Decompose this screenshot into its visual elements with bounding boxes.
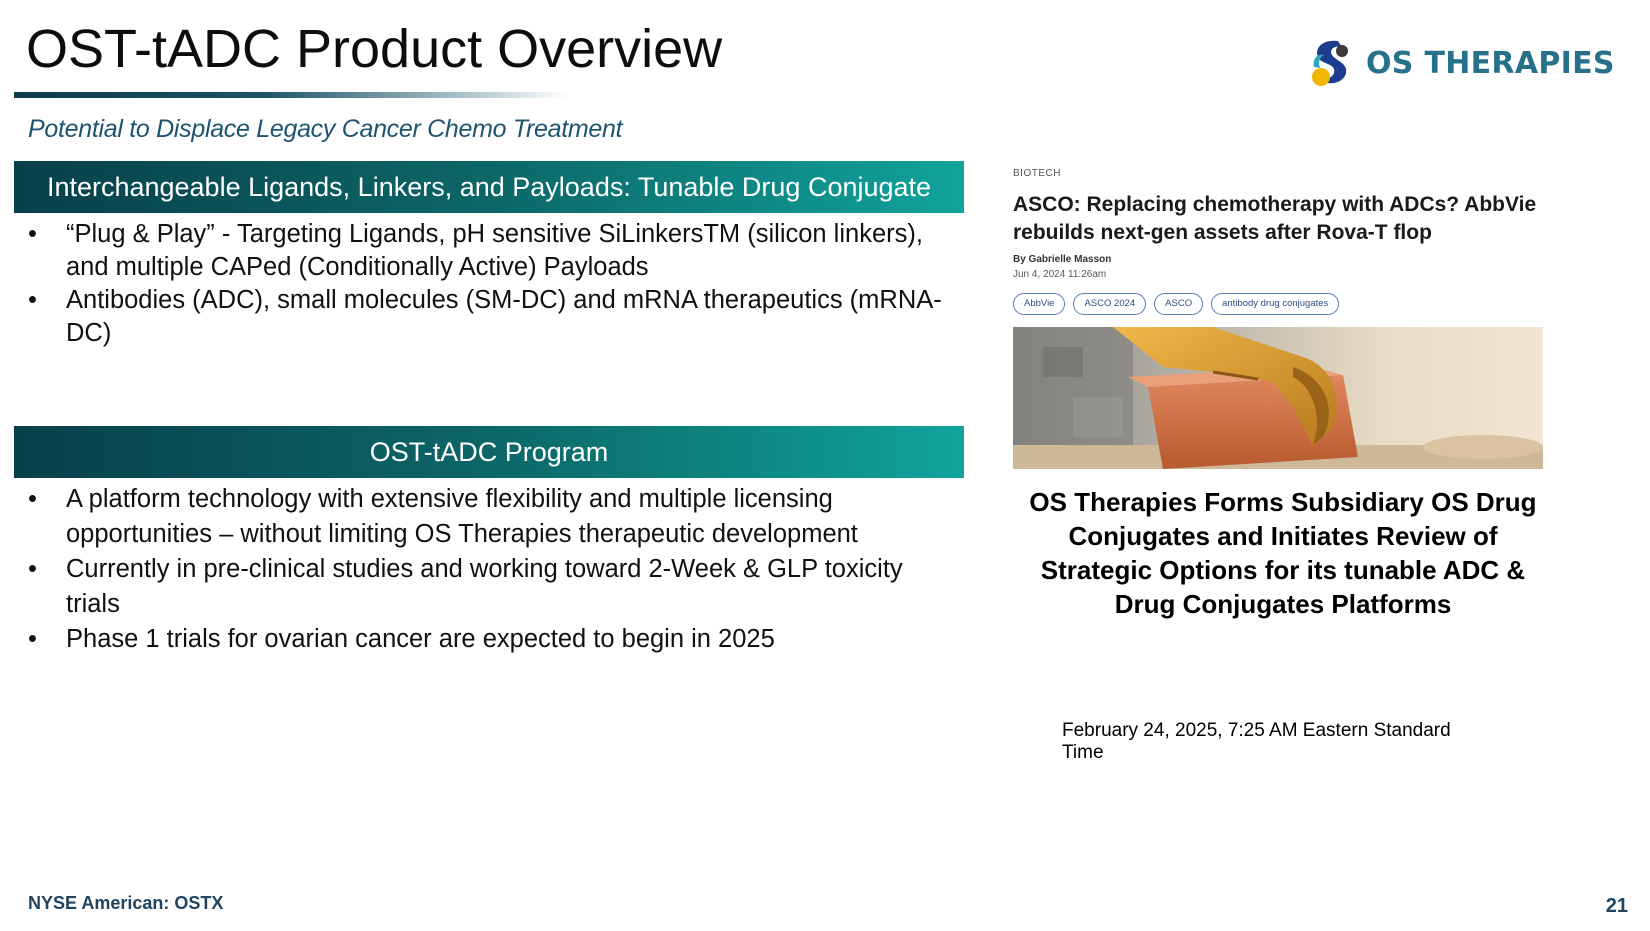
bullet-dot: •: [28, 220, 37, 248]
news-tag: AbbVie: [1013, 293, 1065, 315]
bullet-text: Phase 1 trials for ovarian cancer are expected to begin in 2025: [66, 625, 775, 653]
press-release-title: OS Therapies Forms Subsidiary OS Drug Conjugates and Initiates Review of Strategic Options for its tunable ADC & Drug Conjugates Platforms: [1029, 487, 1537, 619]
bullet-text: A platform technology with extensive flexibility and multiple licensing opportunities – without limiting OS Therapies therapeutic development: [66, 485, 858, 548]
news-headline: ASCO: Replacing chemotherapy with ADCs? AbbVie rebuilds next-gen assets after Rova-T flop: [1013, 193, 1537, 244]
news-byline: By Gabrielle Masson: [1013, 254, 1112, 265]
news-tags: [1013, 293, 1613, 315]
bullet-dot: •: [28, 555, 37, 583]
company-logo: [1308, 34, 1618, 92]
bullet-text: Currently in pre-clinical studies and working toward 2-Week & GLP toxicity trials: [66, 555, 903, 618]
bullet-list-tunable-conjugate: [26, 218, 961, 350]
news-tag: ASCO: [1154, 293, 1203, 315]
bullet-dot: •: [28, 485, 37, 513]
section-heading-tunable-conjugate: Interchangeable Ligands, Linkers, and Payloads: Tunable Drug Conjugate: [14, 161, 964, 213]
page-title: OST-tADC Product Overview: [26, 19, 723, 79]
bullet-dot: •: [28, 625, 37, 653]
footer-ticker: NYSE American: OSTX: [28, 893, 224, 913]
list-item: [26, 482, 961, 552]
news-tag: ASCO 2024: [1073, 293, 1146, 315]
news-date: Jun 4, 2024 11:26am: [1013, 269, 1107, 280]
page-number: 21: [1605, 895, 1628, 917]
section-heading-program: OST-tADC Program: [14, 426, 964, 478]
bullet-dot: •: [28, 286, 37, 314]
list-item: [26, 622, 961, 657]
gloved-hand-holding-brick-photo: [1013, 327, 1543, 469]
news-tag: antibody drug conjugates: [1211, 293, 1339, 315]
list-item: [26, 218, 961, 284]
news-category: BIOTECH: [1013, 168, 1061, 179]
list-item: [26, 284, 961, 350]
bullet-list-program: [26, 482, 961, 657]
bullet-text: Antibodies (ADC), small molecules (SM-DC) and mRNA therapeutics (mRNA-DC): [66, 286, 942, 347]
press-release-date: February 24, 2025, 7:25 AM Eastern Standard Time: [1062, 720, 1451, 763]
os-therapies-logo-icon: [1308, 37, 1354, 89]
logo-wordmark: OS THERAPIES: [1366, 45, 1615, 81]
list-item: [26, 552, 961, 622]
news-article-card: [1013, 167, 1613, 469]
bullet-text: “Plug & Play” - Targeting Ligands, pH sensitive SiLinkersTM (silicon linkers), and multiple CAPed (Conditionally Active) Payloads: [66, 220, 923, 281]
title-underline: [14, 92, 569, 98]
page-subtitle: Potential to Displace Legacy Cancer Chemo Treatment: [28, 115, 623, 143]
